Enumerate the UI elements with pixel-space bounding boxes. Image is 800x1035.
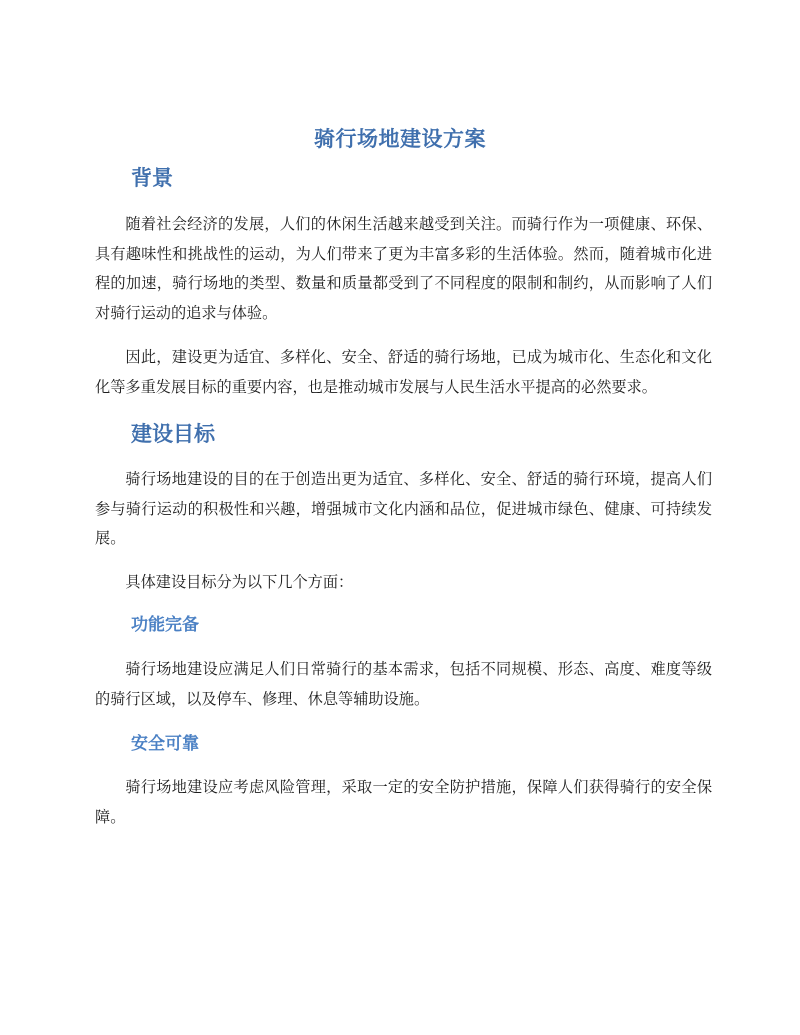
section-heading-background: 背景 <box>131 166 173 190</box>
functional-paragraph: 骑行场地建设应满足人们日常骑行的基本需求，包括不同规模、形态、高度、难度等级的骑行区域，以及停车、修理、休息等辅助设施。 <box>95 660 712 708</box>
section-heading-goals: 建设目标 <box>131 422 215 446</box>
goals-paragraph-1: 骑行场地建设的目的在于创造出更为适宜、多样化、安全、舒适的骑行环境，提高人们参与骑行运动的积极性和兴趣，增强城市文化内涵和品位，促进城市绿色、健康、可持续发展。 <box>95 470 712 547</box>
goals-paragraph-2: 具体建设目标分为以下几个方面： <box>125 573 354 591</box>
subsection-heading-functional: 功能完备 <box>131 615 199 635</box>
background-paragraph-2: 因此，建设更为适宜、多样化、安全、舒适的骑行场地，已成为城市化、生态化和文化化等多重发展目标的重要内容，也是推动城市发展与人民生活水平提高的必然要求。 <box>95 348 712 396</box>
subsection-heading-safety: 安全可靠 <box>131 734 199 754</box>
background-paragraph-1: 随着社会经济的发展，人们的休闲生活越来越受到关注。而骑行作为一项健康、环保、具有趣味性和挑战性的运动，为人们带来了更为丰富多彩的生活体验。然而，随着城市化进程的加速，骑行场地的类型、数量和质量都受到了不同程度的限制和制约，从而影响了人们对骑行运动的追求与体验。 <box>95 215 712 322</box>
document-title: 骑行场地建设方案 <box>314 127 486 151</box>
safety-paragraph: 骑行场地建设应考虑风险管理，采取一定的安全防护措施，保障人们获得骑行的安全保障。 <box>95 778 712 826</box>
